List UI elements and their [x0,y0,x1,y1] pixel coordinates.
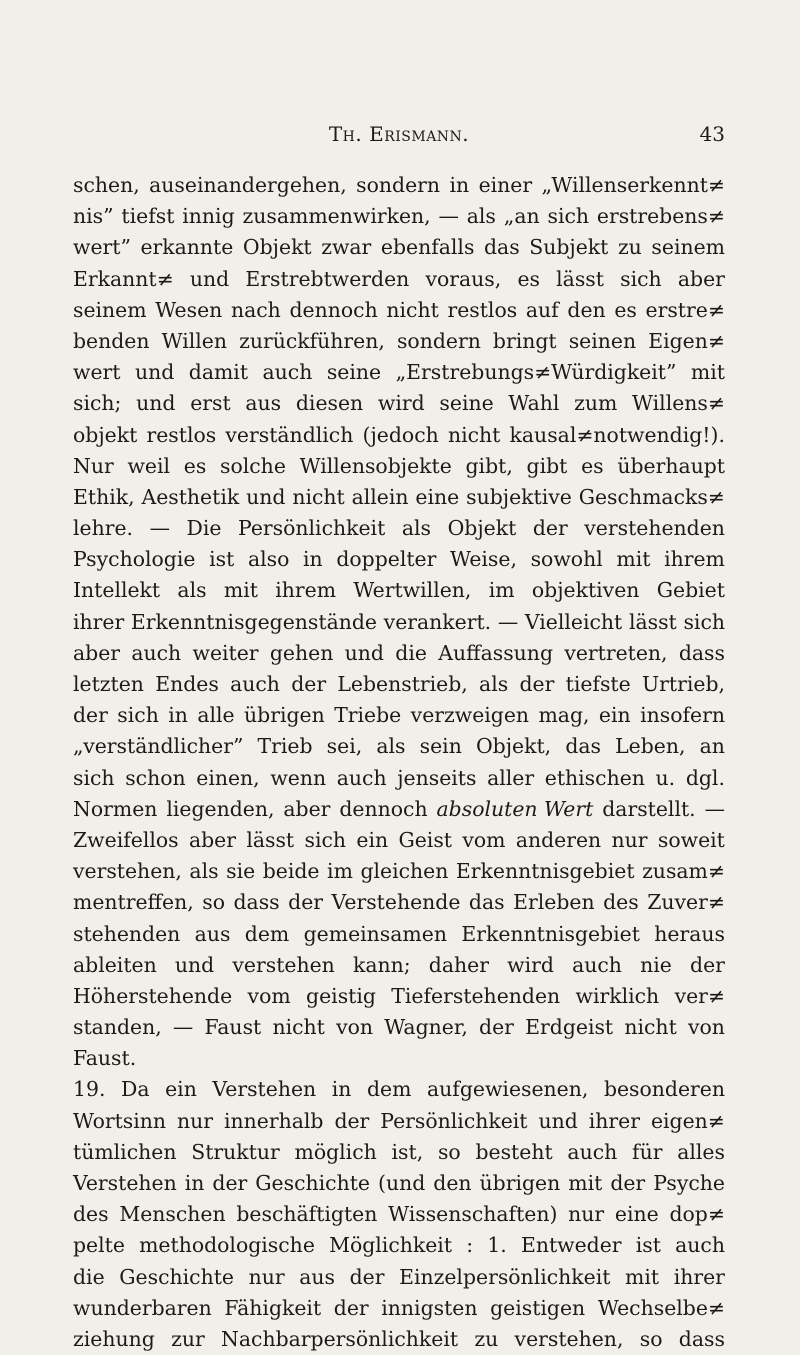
text-line: tümlichen Struktur möglich ist, so besteht auch für alles [73,1139,725,1164]
text-line: Ethik, Aesthetik und nicht allein eine subjektive Geschmacks≠ [73,484,725,509]
text-line: „verständlicher” Trieb sei, als sein Objekt, das Leben, an [73,734,725,759]
text-line: ihrer Erkenntnisgegenstände verankert. — Vielleicht lässt sich [73,609,725,634]
body-text [73,170,725,1355]
text-line: Verstehen in der Geschichte (und den übrigen mit der Psyche [73,1171,725,1195]
text-line: objekt restlos verständlich (jedoch nicht kausal≠notwendig!). [73,422,725,447]
text-line: der sich in alle übrigen Triebe verzweigen mag, ein insofern [73,703,725,728]
text-line: mentreffen, so dass der Verstehende das Erleben des Zuver≠ [73,890,725,915]
text-line: 19. Da ein Verstehen in dem aufgewiesenen, besonderen [73,1077,725,1102]
text-line: Höherstehende vom geistig Tieferstehenden wirklich ver≠ [73,983,725,1008]
text-line: nis” tiefst innig zusammenwirken, — als „an sich erstrebens≠ [73,204,725,229]
text-line: ziehung zur Nachbarpersönlichkeit zu verstehen, so dass [73,1326,725,1351]
text-line: Nur weil es solche Willensobjekte gibt, gibt es überhaupt [73,453,725,478]
text-line: sich schon einen, wenn auch jenseits aller ethischen u. dgl. [73,765,725,790]
text-line: schen, auseinandergehen, sondern in einer „Willenserkennt≠ [73,173,725,197]
text-line: Erkannt≠ und Erstrebtwerden voraus, es lässt sich aber [73,266,725,291]
text-line: Normen liegenden, aber dennoch absoluten Wert darstellt. — [73,796,725,821]
text-line: Wortsinn nur innerhalb der Persönlichkeit und ihrer eigen≠ [73,1108,725,1133]
text-line: Psychologie ist also in doppelter Weise, sowohl mit ihrem [73,547,725,572]
page-header [73,122,725,158]
text-line: aber auch weiter gehen und die Auffassung vertreten, dass [73,640,725,665]
text-line: lehre. — Die Persönlichkeit als Objekt der verstehenden [73,516,725,541]
text-line: des Menschen beschäftigten Wissenschaften) nur eine dop≠ [73,1202,725,1227]
text-line: sich; und erst aus diesen wird seine Wahl zum Willens≠ [73,391,725,416]
text-line: benden Willen zurückführen, sondern bringt seinen Eigen≠ [73,328,725,353]
text-line: stehenden aus dem gemeinsamen Erkenntnisgebiet heraus [73,921,725,946]
text-line: wunderbaren Fähigkeit der innigsten geistigen Wechselbe≠ [73,1295,725,1320]
text-line: Zweifellos aber lässt sich ein Geist vom anderen nur soweit [73,827,725,852]
text-line: die Geschichte nur aus der Einzelpersönlichkeit mit ihrer [73,1264,725,1289]
text-line: wert” erkannte Objekt zwar ebenfalls das Subjekt zu seinem [73,235,725,260]
text-line: standen, — Faust nicht von Wagner, der Erdgeist nicht von [73,1015,725,1040]
page-number: 43 [699,122,725,146]
text-line: Faust. [73,1046,137,1071]
text-line: letzten Endes auch der Lebenstrieb, als der tiefste Urtrieb, [73,672,725,696]
text-line: ableiten und verstehen kann; daher wird auch nie der [73,952,725,977]
text-line: verstehen, als sie beide im gleichen Erkenntnisgebiet zusam≠ [73,859,725,884]
text-line: Intellekt als mit ihrem Wertwillen, im objektiven Gebiet [73,578,725,603]
text-line: wert und damit auch seine „Erstrebungs≠Würdigkeit” mit [73,360,725,385]
text-line: seinem Wesen nach dennoch nicht restlos auf den es erstre≠ [73,297,725,322]
text-line: pelte methodologische Möglichkeit : 1. Entweder ist auch [73,1233,725,1258]
running-head: Th. Erismann. [328,122,470,146]
